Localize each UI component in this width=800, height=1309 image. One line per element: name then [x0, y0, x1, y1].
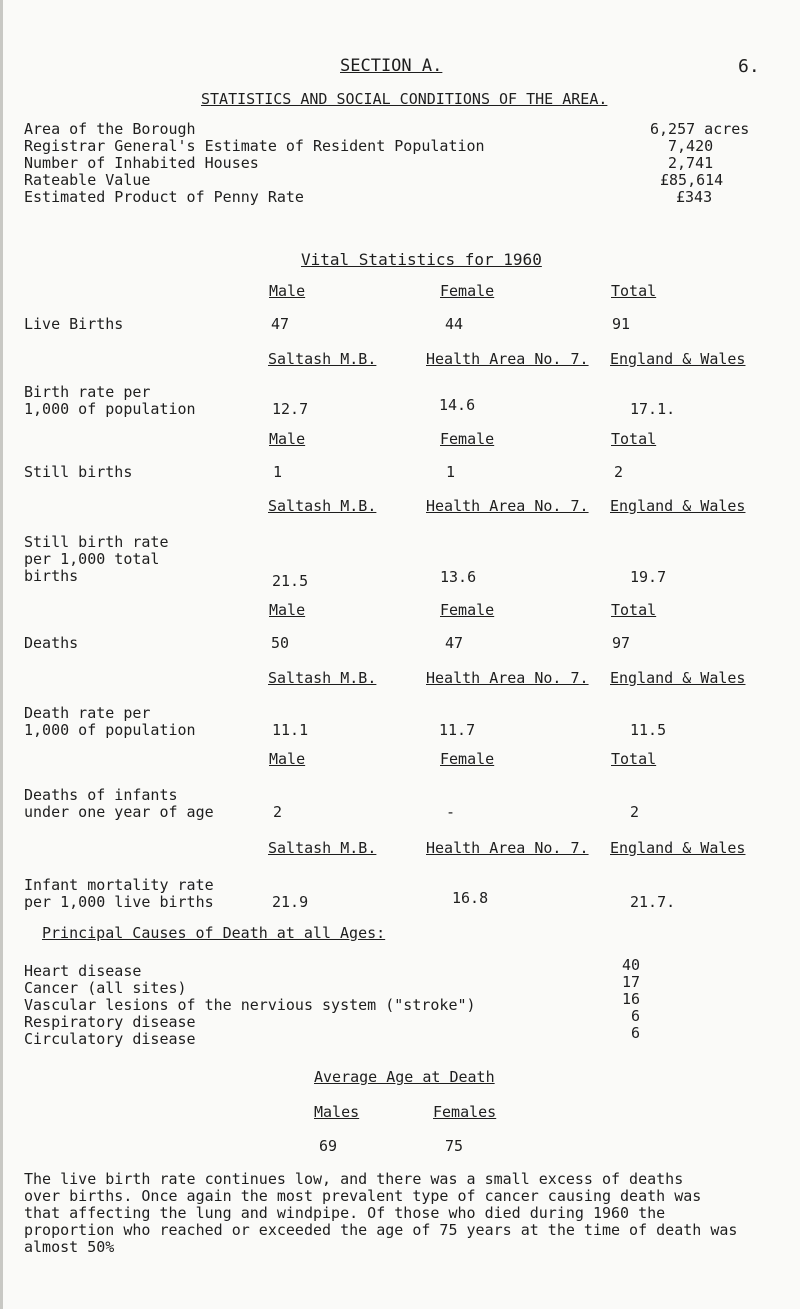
females-average-age: 75 [445, 1137, 464, 1155]
row-label: Birth rate per [24, 383, 151, 401]
cause-value: 6 [630, 1024, 640, 1042]
fact-value: £343 [676, 188, 713, 206]
value-female: 1 [446, 463, 456, 481]
cause-label: Respiratory disease [24, 1013, 196, 1031]
column-header-total: Total [611, 601, 657, 619]
row-label: Deaths of infants [24, 786, 178, 804]
value-england-wales: 17.1. [630, 400, 676, 418]
cause-label: Heart disease [24, 962, 142, 980]
column-header-male: Male [269, 601, 306, 619]
cause-value: 16 [621, 990, 640, 1008]
fact-label: Number of Inhabited Houses [24, 154, 259, 172]
value-male: 50 [271, 634, 290, 652]
column-header-health-area: Health Area No. 7. [426, 350, 589, 368]
page-number: 6. [738, 56, 760, 77]
males-header: Males [314, 1103, 360, 1121]
males-average-age: 69 [319, 1137, 338, 1155]
fact-value: 6,257 acres [650, 120, 750, 138]
column-header-female: Female [440, 601, 495, 619]
value-male: 2 [273, 803, 283, 821]
value-total: 2 [614, 463, 624, 481]
column-header-total: Total [611, 282, 657, 300]
fact-label: Estimated Product of Penny Rate [24, 188, 304, 206]
value-total: 2 [630, 803, 640, 821]
column-header-saltash: Saltash M.B. [268, 350, 377, 368]
column-header-england-wales: England & Wales [610, 669, 746, 687]
value-england-wales: 19.7 [630, 568, 667, 586]
column-header-female: Female [440, 282, 495, 300]
value-health-area: 14.6 [439, 396, 476, 414]
cause-value: 40 [621, 956, 640, 974]
column-header-male: Male [269, 282, 306, 300]
fact-label: Rateable Value [24, 171, 151, 189]
fact-label: Area of the Borough [24, 120, 196, 138]
paragraph-line: proportion who reached or exceeded the age of 75 years at the time of death was [24, 1221, 738, 1239]
column-header-health-area: Health Area No. 7. [426, 839, 589, 857]
column-header-male: Male [269, 750, 306, 768]
row-label: Death rate per [24, 704, 151, 722]
paragraph-line: The live birth rate continues low, and there was a small excess of deaths [24, 1170, 684, 1188]
column-header-female: Female [440, 430, 495, 448]
row-label: per 1,000 live births [24, 893, 214, 911]
page-edge [0, 0, 3, 1309]
value-female: 47 [445, 634, 464, 652]
value-england-wales: 21.7. [630, 893, 676, 911]
vital-statistics-title: Vital Statistics for 1960 [301, 250, 542, 269]
value-saltash: 11.1 [272, 721, 309, 739]
paragraph-line: almost 50% [24, 1238, 115, 1256]
females-header: Females [433, 1103, 497, 1121]
page-title: STATISTICS AND SOCIAL CONDITIONS OF THE AREA. [201, 90, 608, 108]
column-header-saltash: Saltash M.B. [268, 839, 377, 857]
column-header-saltash: Saltash M.B. [268, 497, 377, 515]
value-female: 44 [445, 315, 464, 333]
fact-value: 7,420 [668, 137, 714, 155]
fact-label: Registrar General's Estimate of Resident Population [24, 137, 485, 155]
row-label: Still births [24, 463, 133, 481]
value-saltash: 12.7 [272, 400, 309, 418]
cause-label: Circulatory disease [24, 1030, 196, 1048]
value-male: 1 [273, 463, 283, 481]
row-label: under one year of age [24, 803, 214, 821]
paragraph-line: over births. Once again the most prevalent type of cancer causing death was [24, 1187, 702, 1205]
cause-value: 6 [630, 1007, 640, 1025]
column-header-total: Total [611, 430, 657, 448]
value-total: 91 [612, 315, 631, 333]
row-label: births [24, 567, 79, 585]
column-header-saltash: Saltash M.B. [268, 669, 377, 687]
column-header-england-wales: England & Wales [610, 350, 746, 368]
section-heading: SECTION A. [340, 56, 443, 76]
value-england-wales: 11.5 [630, 721, 667, 739]
column-header-total: Total [611, 750, 657, 768]
value-female: - [446, 803, 456, 821]
column-header-health-area: Health Area No. 7. [426, 669, 589, 687]
cause-label: Vascular lesions of the nervious system ("stroke") [24, 996, 476, 1014]
fact-value: 2,741 [668, 154, 714, 172]
value-total: 97 [612, 634, 631, 652]
column-header-female: Female [440, 750, 495, 768]
row-label: Infant mortality rate [24, 876, 214, 894]
row-label: 1,000 of population [24, 721, 196, 739]
average-age-title: Average Age at Death [314, 1068, 495, 1086]
value-health-area: 13.6 [440, 568, 477, 586]
row-label: 1,000 of population [24, 400, 196, 418]
paragraph-line: that affecting the lung and windpipe. Of those who died during 1960 the [24, 1204, 666, 1222]
row-label: Still birth rate [24, 533, 169, 551]
row-label: Live Births [24, 315, 124, 333]
value-saltash: 21.5 [272, 572, 309, 590]
column-header-male: Male [269, 430, 306, 448]
fact-value: £85,614 [660, 171, 724, 189]
cause-label: Cancer (all sites) [24, 979, 187, 997]
column-header-health-area: Health Area No. 7. [426, 497, 589, 515]
column-header-england-wales: England & Wales [610, 497, 746, 515]
value-saltash: 21.9 [272, 893, 309, 911]
value-health-area: 16.8 [452, 889, 489, 907]
value-male: 47 [271, 315, 290, 333]
causes-title: Principal Causes of Death at all Ages: [42, 924, 386, 942]
row-label: per 1,000 total [24, 550, 160, 568]
cause-value: 17 [621, 973, 640, 991]
row-label: Deaths [24, 634, 79, 652]
column-header-england-wales: England & Wales [610, 839, 746, 857]
value-health-area: 11.7 [439, 721, 476, 739]
